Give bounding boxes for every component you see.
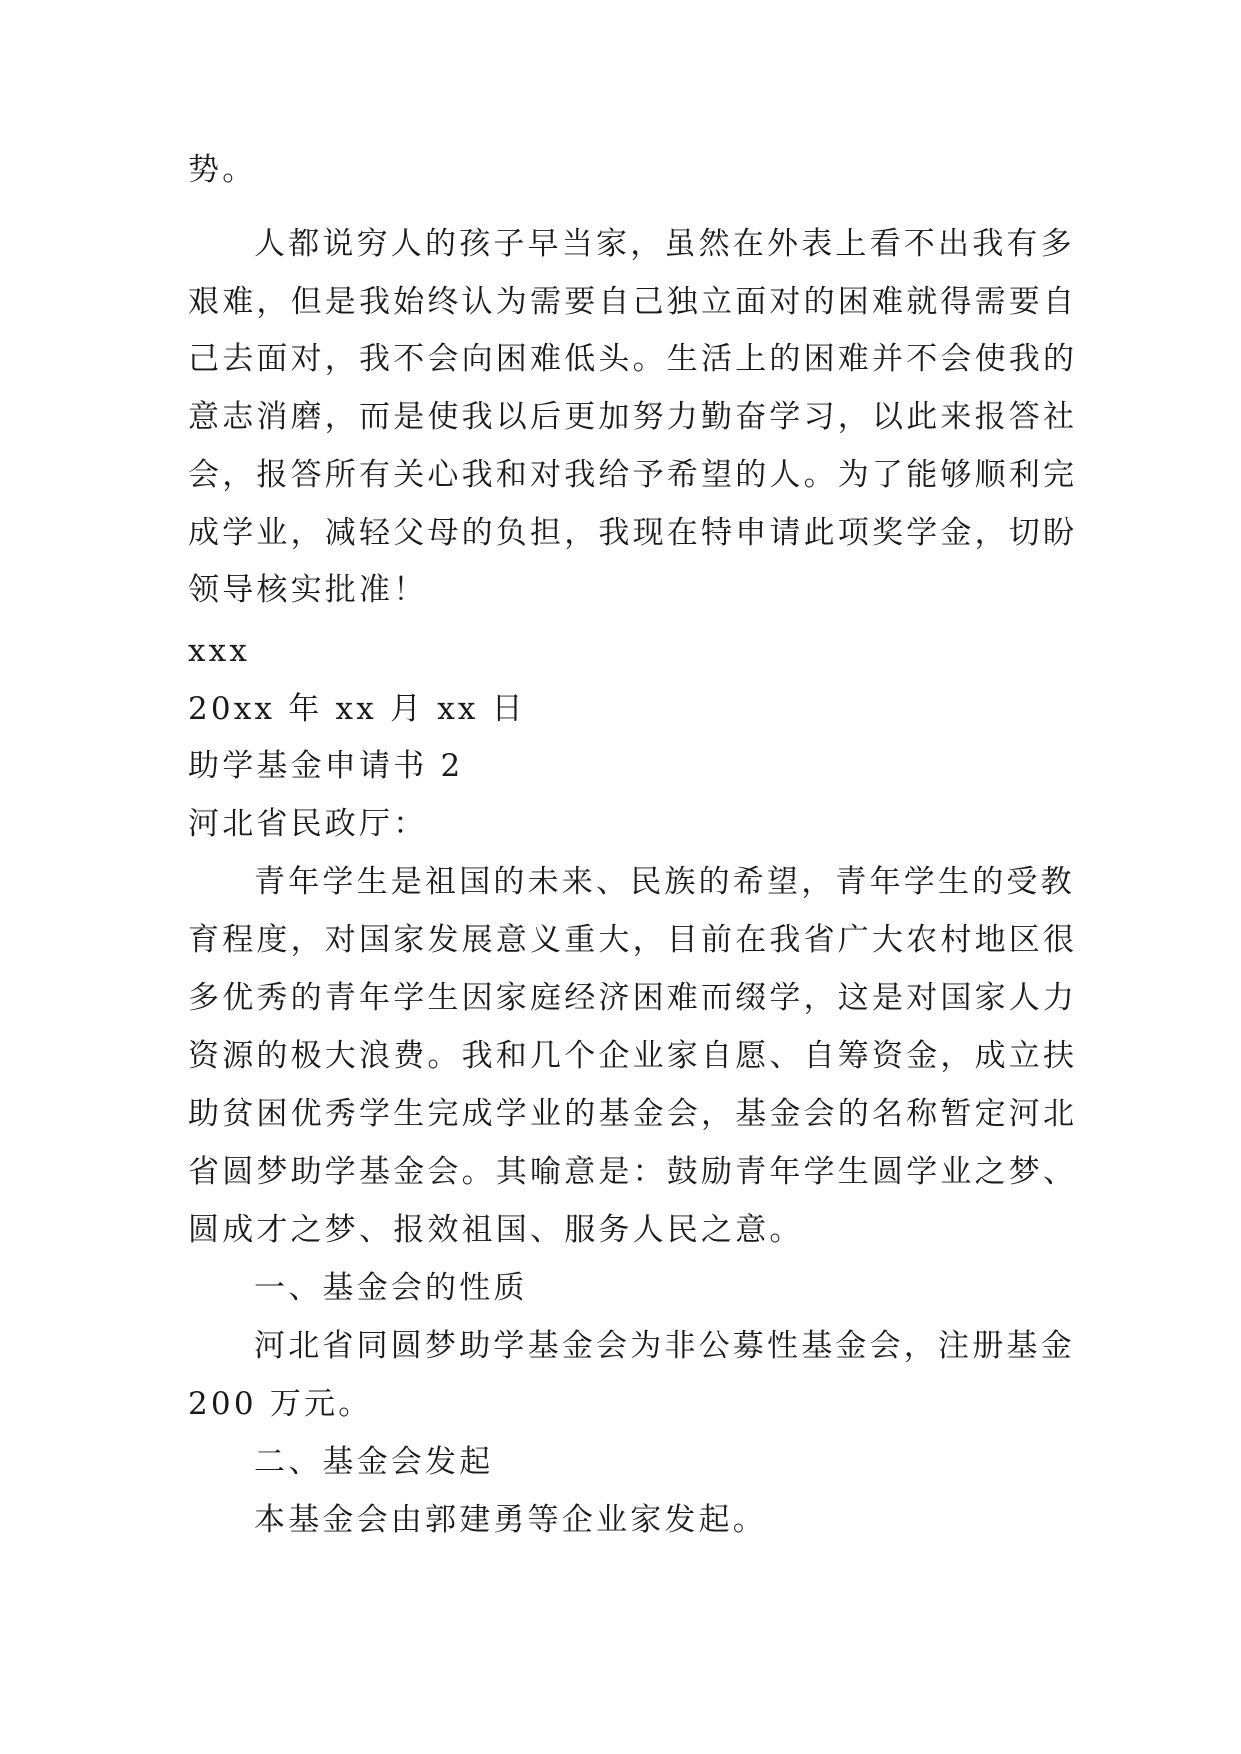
paragraph-line: 省圆梦助学基金会。其喻意是：鼓励青年学生圆学业之梦、 (188, 1154, 1078, 1190)
paragraph-line: 资源的极大浪费。我和几个企业家自愿、自筹资金，成立扶 (188, 1038, 1078, 1074)
paragraph-line: 本基金会由郭建勇等企业家发起。 (254, 1502, 767, 1538)
paragraph-line: 己去面对，我不会向困难低头。生活上的困难并不会使我的 (188, 341, 1078, 377)
addressee: 河北省民政厅： (188, 806, 428, 842)
paragraph-line: 青年学生是祖国的未来、民族的希望，青年学生的受教 (254, 864, 1075, 900)
paragraph-line: 圆成才之梦、报效祖国、服务人民之意。 (188, 1212, 804, 1248)
paragraph-line: 多优秀的青年学生因家庭经济困难而缀学，这是对国家人力 (188, 980, 1078, 1016)
paragraph-line: 意志消磨，而是使我以后更加努力勤奋学习，以此来报答社 (188, 399, 1078, 435)
signature-date: 20xx 年 xx 月 xx 日 (188, 691, 526, 727)
paragraph-line: 会，报答所有关心我和对我给予希望的人。为了能够顺利完 (188, 457, 1078, 493)
section-heading: 二、基金会发起 (254, 1444, 494, 1480)
paragraph-line: 成学业，减轻父母的负担，我现在特申请此项奖学金，切盼 (188, 515, 1078, 551)
paragraph-line: 领导核实批准！ (188, 572, 428, 608)
signature-name: xxx (188, 633, 251, 669)
paragraph-line: 势。 (188, 152, 257, 188)
section-heading: 一、基金会的性质 (254, 1270, 528, 1306)
paragraph-line: 河北省同圆梦助学基金会为非公募性基金会，注册基金 (254, 1328, 1075, 1364)
section-title: 助学基金申请书 2 (188, 748, 464, 784)
paragraph-line: 助贫困优秀学生完成学业的基金会，基金会的名称暂定河北 (188, 1096, 1078, 1132)
paragraph-line: 艰难，但是我始终认为需要自己独立面对的困难就得需要自 (188, 284, 1078, 320)
paragraph-line: 200 万元。 (188, 1386, 373, 1422)
paragraph-line: 育程度，对国家发展意义重大，目前在我省广大农村地区很 (188, 922, 1078, 958)
paragraph-line: 人都说穷人的孩子早当家，虽然在外表上看不出我有多 (254, 226, 1075, 262)
